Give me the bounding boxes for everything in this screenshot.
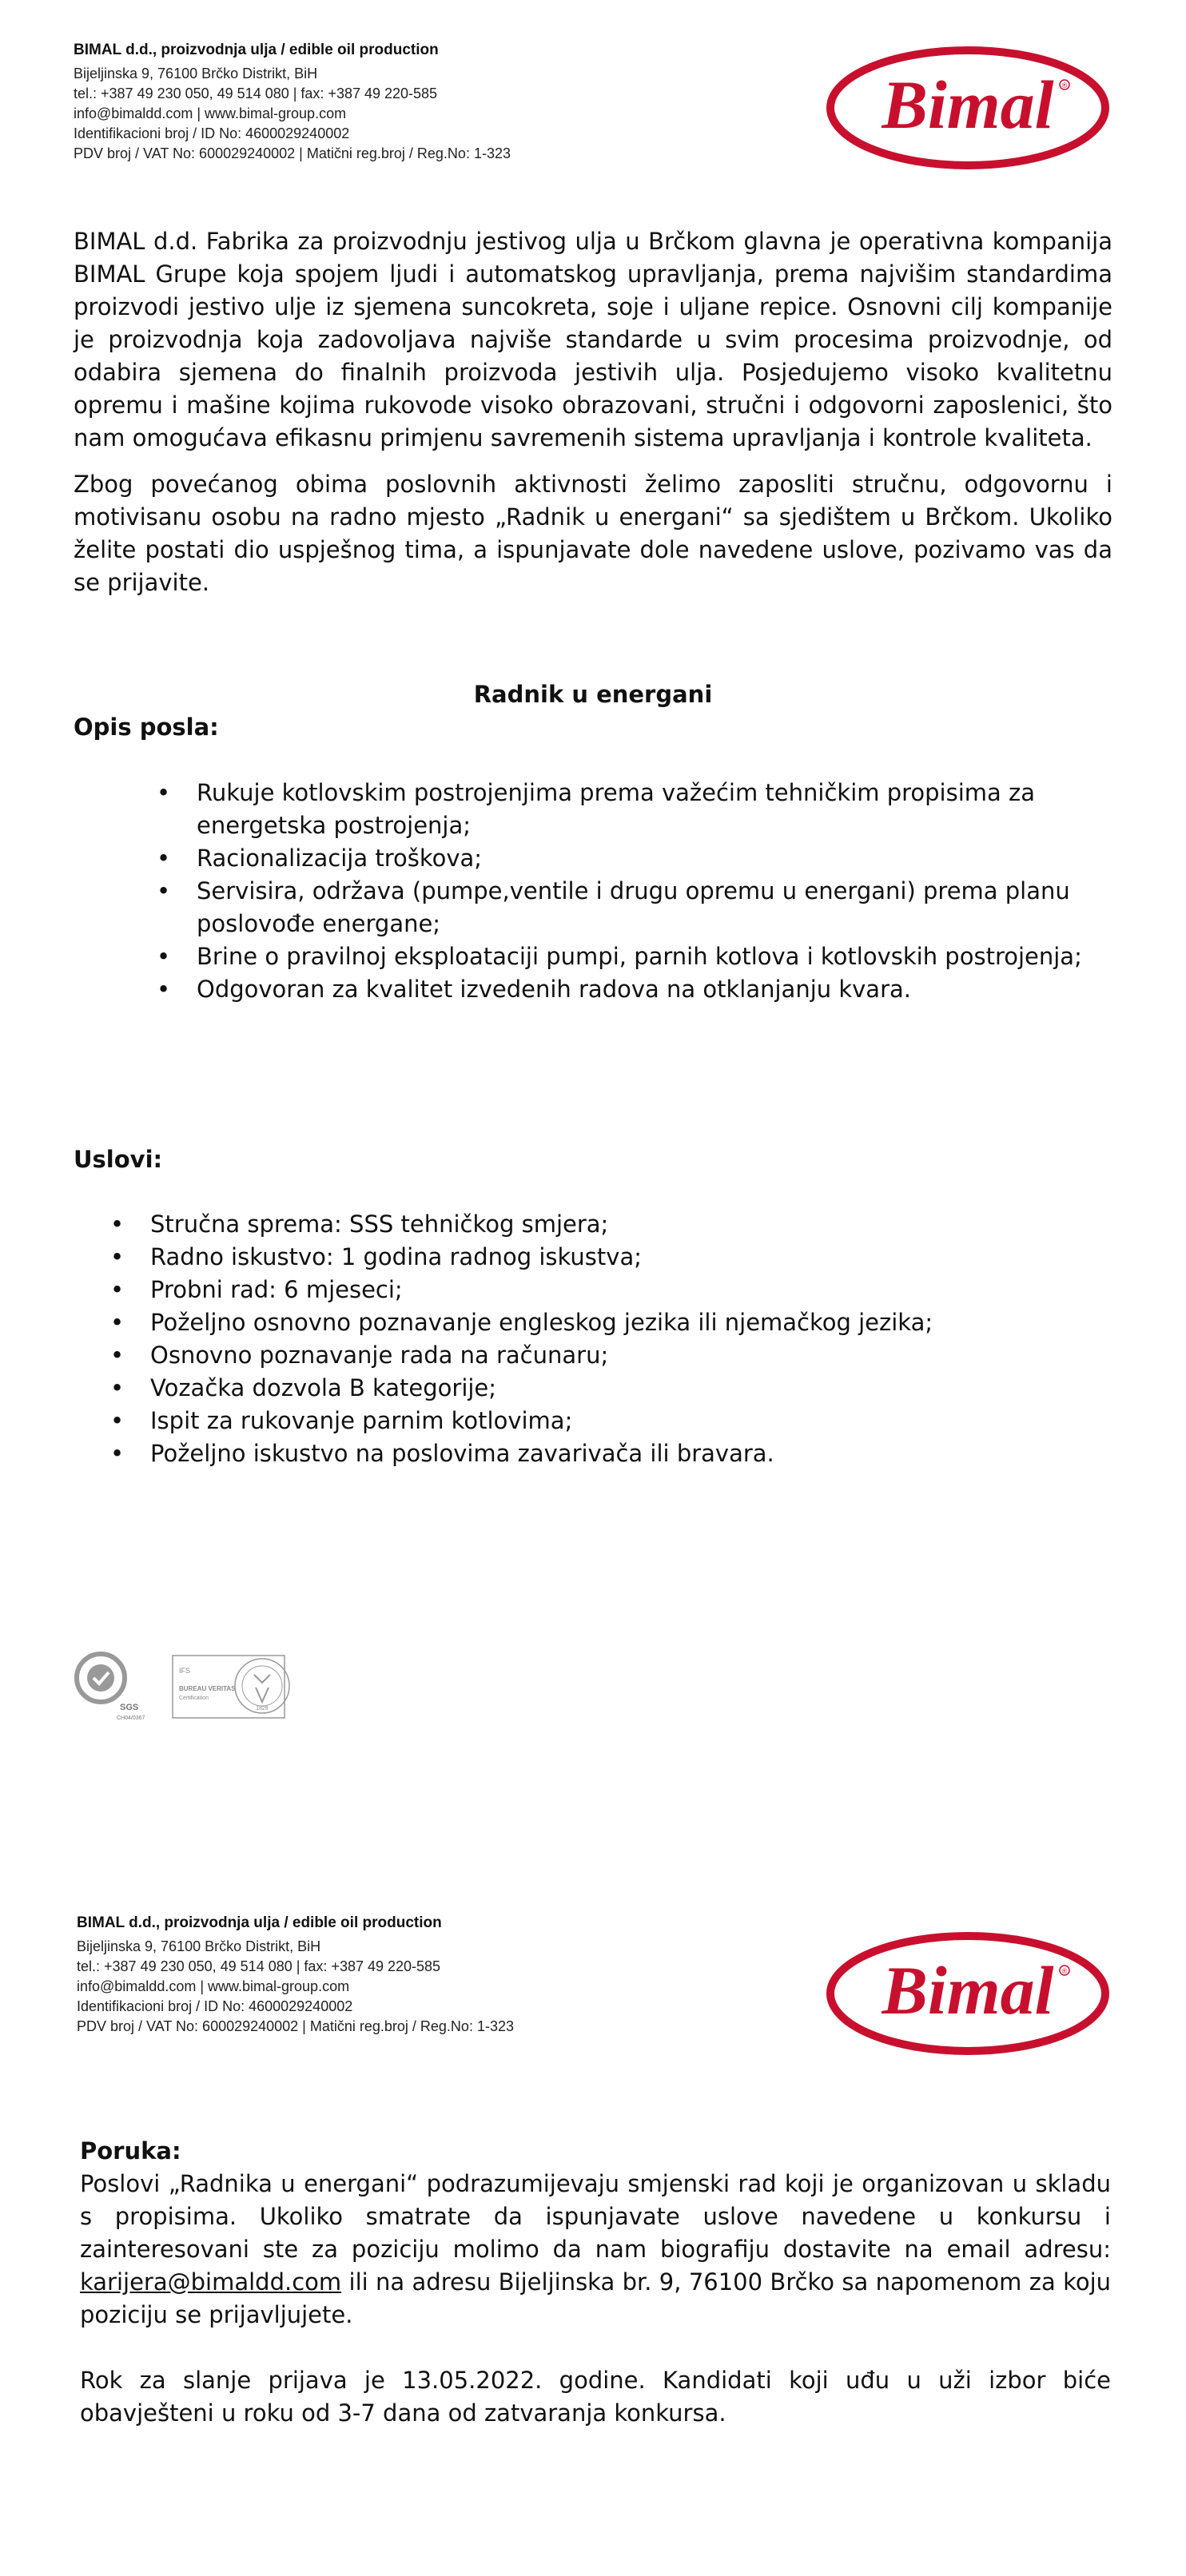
letterhead	[77, 1914, 1116, 2058]
list-item: • Osnovno poznavanje rada na računaru;	[110, 1342, 609, 1369]
list-item: • Poželjno iskustvo na poslovima zavarivača ili bravara.	[110, 1440, 774, 1467]
svg-text:SGS: SGS	[120, 1703, 139, 1712]
list-item: • Racionalizacija troškova;	[157, 845, 483, 872]
bimal-logo	[823, 45, 1112, 171]
svg-text:®: ®	[1061, 81, 1068, 89]
list-item: • Brine o pravilnoj eksploataciji pumpi, parnih kotlova i kotlovskih postrojenja;	[157, 943, 1082, 970]
opis-heading: Opis posla:	[74, 714, 219, 741]
sgs-certification-icon	[77, 1654, 145, 1721]
list-item: • Odgovoran za kvalitet izvedenih radova na otklanjanju kvara.	[157, 976, 911, 1003]
list-item: • Poželjno osnovno poznavanje engleskog jezika ili njemačkog jezika;	[110, 1309, 933, 1336]
bureau-veritas-certification-icon	[173, 1656, 289, 1718]
company-name: BIMAL d.d., proizvodnja ulja / edible oil production	[77, 1914, 442, 1931]
list-item: • Radno iskustvo: 1 godina radnog iskustva;	[110, 1243, 642, 1270]
company-id-number: Identifikacioni broj / ID No: 4600029240002	[74, 125, 350, 141]
intro-paragraph-2: Zbog povećanog obima poslovnih aktivnosti želimo zaposliti stručnu, odgovornu i motivisanu osobu na radno mjesto „Radnik u energani“ sa sjedištem u Brčkom. Ukoliko želite postati dio uspješnog tima, a ispunjavate dole navedene uslove, pozivamo vas da se prijavite.	[74, 471, 1112, 596]
company-vat-number: PDV broj / VAT No: 600029240002 | Matični reg.broj / Reg.No: 1-323	[77, 2018, 514, 2034]
company-email-web: info@bimaldd.com | www.bimal-group.com	[77, 1978, 350, 1994]
company-address: Bijeljinska 9, 76100 Brčko Distrikt, BiH	[74, 66, 318, 81]
letterhead	[74, 42, 1112, 185]
company-email-web: info@bimaldd.com | www.bimal-group.com	[74, 105, 347, 121]
uslovi-heading: Uslovi:	[74, 1146, 163, 1173]
intro-paragraph-1: BIMAL d.d. Fabrika za proizvodnju jestivog ulja u Brčkom glavna je operativna kompanija BIMAL Grupe koja spojem ljudi i automatskog upravljanja, prema najvišim standardima proizvodi jestivo ulje iz sjemena suncokreta, soje i uljane repice. Osnovni cilj kompanije je proizvodnja koja zadovoljava najviše standarde u svim procesima proizvodnje, od odabira sjemena do finalnih proizvoda jestivih ulja. Posjedujemo visoko kvalitetnu opremu i mašine kojima rukovode visoko obrazovani, stručni i odgovorni zaposlenici, što nam omogućava efikasnu primjenu savremenih sistema upravljanja i kontrole kvaliteta.	[74, 228, 1112, 451]
email-link[interactable]: karijera@bimaldd.com	[80, 2268, 342, 2296]
uslovi-list	[110, 1208, 1112, 1470]
company-address: Bijeljinska 9, 76100 Brčko Distrikt, BiH	[77, 1938, 321, 1954]
svg-text:CH04/0367: CH04/0367	[117, 1715, 145, 1721]
logo-wordmark: Bimal	[882, 1952, 1054, 2029]
company-id-number: Identifikacioni broj / ID No: 4600029240002	[77, 1998, 353, 2014]
logo-wordmark: Bimal	[882, 66, 1054, 143]
list-item: • Ispit za rukovanje parnim kotlovima;	[110, 1407, 573, 1434]
list-item: • Vozačka dozvola B kategorije;	[110, 1374, 497, 1401]
list-item: • Probni rad: 6 mjeseci;	[110, 1276, 403, 1303]
document-page-2	[0, 1878, 1186, 2576]
company-name: BIMAL d.d., proizvodnja ulja / edible oil production	[74, 42, 439, 58]
bimal-logo	[823, 1930, 1112, 2057]
message-paragraph-1: Poslovi „Radnika u energani“ podrazumijevaju smjenski rad koji je organizovan u skladu s propisima. Ukoliko smatrate da ispunjavate uslove navedene u konkursu i zainteresovani ste za poziciju molimo da nam biografiju dostavite na email adresu: karijera@bimaldd.com ili na adresu Bijeljinska br. 9, 76100 Brčko sa napomenom za koju poziciju se prijavljujete.	[80, 2170, 1112, 2328]
job-title: Radnik u energani	[473, 681, 713, 708]
svg-text:®: ®	[1061, 1967, 1068, 1975]
intro-section	[74, 225, 1112, 599]
svg-text:IFS: IFS	[179, 1667, 191, 1675]
company-phone: tel.: +387 49 230 050, 49 514 080 | fax: +387 49 220-585	[77, 1958, 441, 1974]
certification-logos	[70, 1646, 342, 1726]
svg-text:Certification: Certification	[179, 1695, 209, 1701]
opis-list	[157, 777, 1112, 1006]
svg-text:1828: 1828	[256, 1706, 269, 1711]
list-item: • Stručna sprema: SSS tehničkog smjera;	[110, 1210, 609, 1238]
company-vat-number: PDV broj / VAT No: 600029240002 | Matični reg.broj / Reg.No: 1-323	[74, 145, 511, 161]
message-section	[80, 2135, 1111, 2430]
message-paragraph-2: Rok za slanje prijava je 13.05.2022. godine. Kandidati koji uđu u uži izbor biće obavješteni u roku od 3-7 dana od zatvaranja konkursa.	[80, 2367, 1111, 2427]
message-heading: Poruka:	[80, 2137, 181, 2165]
list-item: • Rukuje kotlovskim postrojenjima prema važećim tehničkim propisima za energetska postrojenja;	[157, 779, 1036, 839]
company-phone: tel.: +387 49 230 050, 49 514 080 | fax: +387 49 220-585	[74, 85, 438, 101]
list-item: • Servisira, održava (pumpe,ventile i drugu opremu u energani) prema planu poslovođe energane;	[157, 877, 1070, 937]
svg-text:BUREAU VERITAS: BUREAU VERITAS	[179, 1685, 236, 1692]
